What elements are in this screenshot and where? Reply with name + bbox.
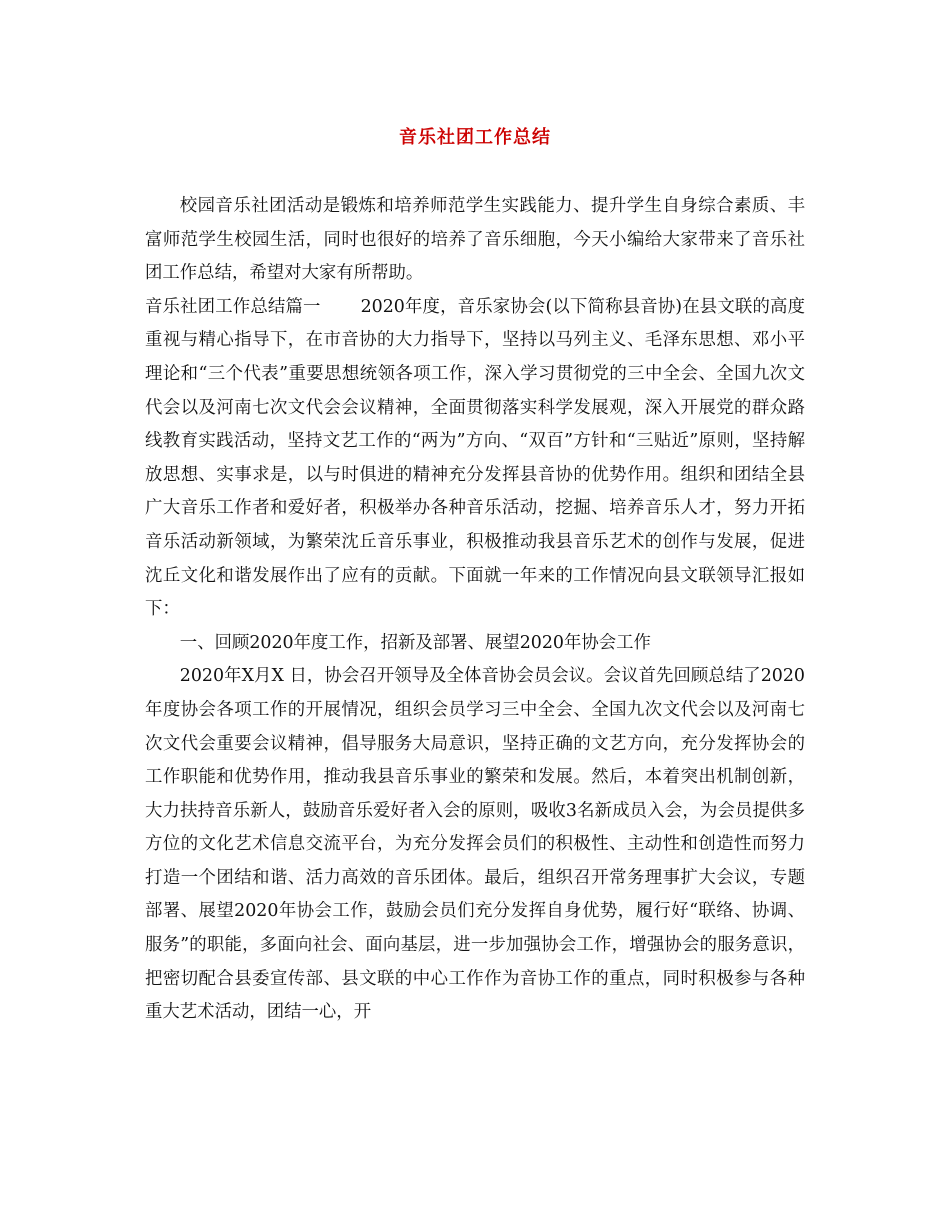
paragraph-2: 2020年X月X 日，协会召开领导及全体音协会员会议。会议首先回顾总结了2020年度协会各项工作的开展情况，组织会员学习三中全会、全国九次文代会以及河南七次文代会重要会议精神，倡导服务大局意识，坚持正确的文艺方向，充分发挥协会的工作职能和优势作用，推动我县音乐事业的繁荣和发展。然后，本着突出机制创新，大力扶持音乐新人，鼓励音乐爱好者入会的原则，吸收3名新成员入会，为会员提供多方位的文化艺术信息交流平台，为充分发挥会员们的积极性、主动性和创造性而努力打造一个团结和谐、活力高效的音乐团体。最后，组织召开常务理事扩大会议，专题部署、展望2020年协会工作，鼓励会员们充分发挥自身优势，履行好“联络、协调、服务”的职能，多面向社会、面向基层，进一步加强协会工作，增强协会的服务意识，把密切配合县委宣传部、县文联的中心工作作为音协工作的重点，同时积极参与各种重大艺术活动，团结一心，开	[145, 666, 805, 1023]
intro-paragraph: 校园音乐社团活动是锻炼和培养师范学生实践能力、提升学生自身综合素质、丰富师范学生校园生活，同时也很好的培养了音乐细胞，今天小编给大家带来了音乐社团工作总结，希望对大家有所帮助。	[145, 196, 805, 284]
section-one-paragraph	[145, 291, 805, 627]
page-title: 音乐社团工作总结	[399, 127, 551, 148]
section-heading-1: 一、回顾2020年度工作，招新及部署、展望2020年协会工作	[179, 632, 651, 653]
document-body	[145, 190, 805, 1030]
section-heading: 音乐社团工作总结篇一	[145, 296, 321, 317]
section-one-text: 2020年度，音乐家协会(以下简称县音协)在县文联的高度重视与精心指导下，在市音协的大力指导下，坚持以马列主义、毛泽东思想、邓小平理论和“三个代表”重要思想统领各项工作，深入学习贯彻党的三中全会、全国九次文代会以及河南七次文代会会议精神，全面贯彻落实科学发展观，深入开展党的群众路线教育实践活动，坚持文艺工作的“两为”方向、“双百”方针和“三贴近”原则，坚持解放思想、实事求是，以与时俱进的精神充分发挥县音协的优势作用。组织和团结全县广大音乐工作者和爱好者，积极举办各种音乐活动，挖掘、培养音乐人才，努力开拓音乐活动新领域，为繁荣沈丘音乐事业，积极推动我县音乐艺术的创作与发展，促进沈丘文化和谐发展作出了应有的贡献。下面就一年来的工作情况向县文联领导汇报如下：	[145, 296, 805, 620]
